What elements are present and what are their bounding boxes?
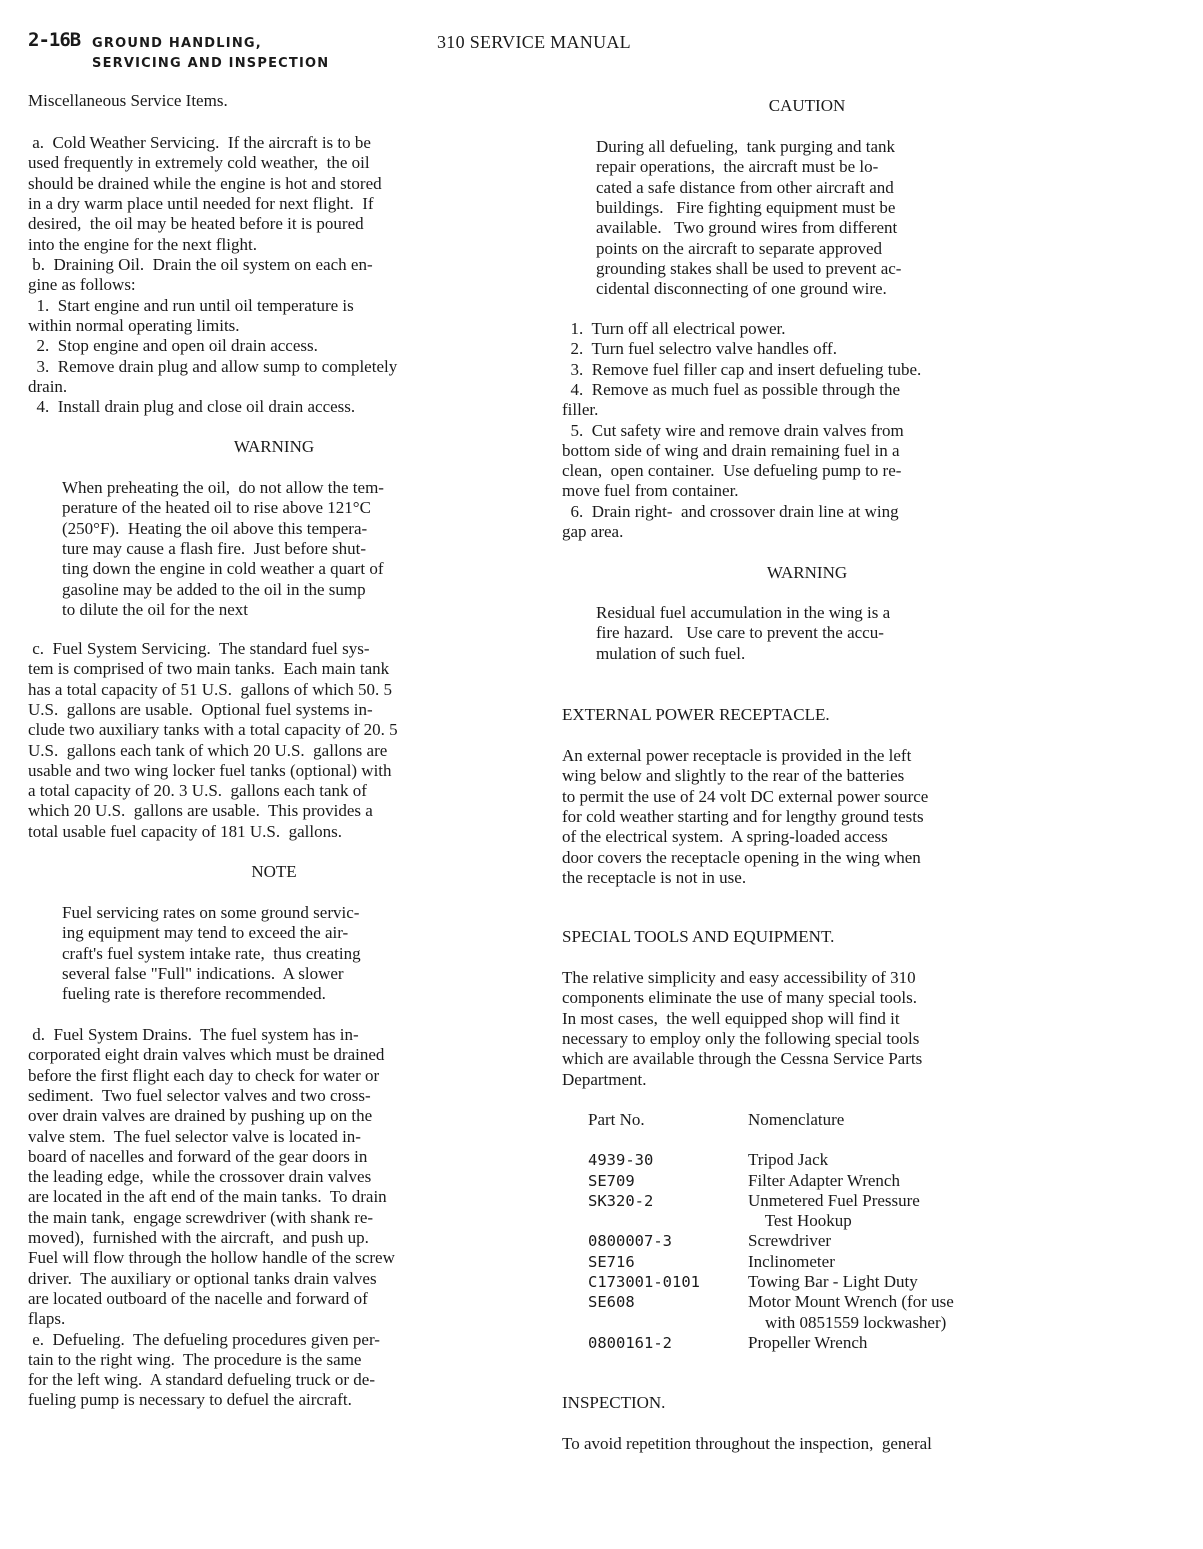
text-line: several false "Full" indications. A slower — [62, 963, 344, 983]
text-line: perature of the heated oil to rise above 121°C — [62, 498, 371, 518]
text-line: fueling rate is therefore recommended. — [62, 984, 326, 1004]
right-warning-heading: WARNING — [766, 563, 848, 582]
note-heading: NOTE — [251, 862, 297, 881]
text-line: c. Fuel System Servicing. The standard fuel sys- — [28, 639, 370, 658]
page-number: 2-16B — [28, 29, 81, 51]
text-line: U.S. gallons each tank of which 20 U.S. gallons are — [28, 740, 388, 760]
section-title-line2: SERVICING AND INSPECTION — [92, 56, 330, 71]
text-line: a total capacity of 20. 3 U.S. gallons each tank of — [28, 781, 367, 801]
section-title-line1: GROUND HANDLING, — [92, 36, 262, 51]
tool-row — [588, 1333, 954, 1353]
text-line: in a dry warm place until needed for next flight. If — [28, 193, 374, 213]
text-line: cated a safe distance from other aircraft and — [596, 177, 894, 197]
tool-nomenclature: Propeller Wrench — [748, 1332, 868, 1352]
text-line: usable and two wing locker fuel tanks (optional) with — [28, 760, 392, 780]
text-line: of the electrical system. A spring-loaded access — [562, 827, 888, 847]
text-line: available. Two ground wires from different — [596, 218, 898, 238]
text-line: An external power receptacle is provided in the left — [562, 746, 912, 765]
text-line: the main tank, engage screwdriver (with shank re- — [28, 1207, 374, 1227]
text-line: gap area. — [562, 522, 624, 541]
tool-part-number: 0800007-3 — [588, 1232, 672, 1251]
text-line: d. Fuel System Drains. The fuel system has in- — [28, 1025, 359, 1044]
text-line: ting down the engine in cold weather a quart of — [62, 559, 384, 579]
tool-nomenclature: Towing Bar - Light Duty — [748, 1272, 918, 1292]
text-line: which 20 U.S. gallons are usable. This provides a — [28, 801, 373, 821]
text-line: craft's fuel system intake rate, thus creating — [62, 943, 361, 963]
text-line: within normal operating limits. — [28, 315, 240, 335]
text-line: which are available through the Cessna Service Parts — [562, 1049, 923, 1069]
text-line: wing below and slightly to the rear of the batteries — [562, 766, 905, 786]
text-line: for the left wing. A standard defueling truck or de- — [28, 1370, 375, 1390]
text-line: 1. Start engine and run until oil temperature is — [28, 295, 354, 315]
text-line: flaps. — [28, 1309, 66, 1329]
left-warning-heading: WARNING — [233, 437, 315, 456]
text-line: Department. — [562, 1069, 647, 1089]
text-line: mulation of such fuel. — [596, 643, 746, 663]
text-line: cidental disconnecting of one ground wire. — [596, 279, 887, 299]
text-line: e. Defueling. The defueling procedures given per- — [28, 1329, 380, 1349]
text-line: total usable fuel capacity of 181 U.S. gallons. — [28, 821, 342, 841]
text-line: driver. The auxiliary or optional tanks drain valves — [28, 1268, 377, 1288]
text-line: the receptacle is not in use. — [562, 867, 747, 887]
col-nomenclature: Nomenclature — [748, 1110, 845, 1129]
text-line: used frequently in extremely cold weather, the oil — [28, 153, 370, 173]
text-line: The relative simplicity and easy accessibility of 310 — [562, 968, 916, 987]
tool-part-number: C173001-0101 — [588, 1273, 700, 1292]
ext-power-heading: EXTERNAL POWER RECEPTACLE. — [562, 705, 830, 724]
tool-row — [588, 1272, 954, 1292]
tool-nomenclature: Unmetered Fuel Pressure Test Hookup — [748, 1190, 920, 1231]
text-line: (250°F). Heating the oil above this tempera- — [62, 518, 368, 538]
text-line: ing equipment may tend to exceed the air- — [62, 923, 349, 943]
text-line: components eliminate the use of many special tools. — [562, 988, 918, 1008]
text-line: necessary to employ only the following special tools — [562, 1028, 920, 1048]
tool-part-number: SE608 — [588, 1293, 635, 1312]
special-tools-heading: SPECIAL TOOLS AND EQUIPMENT. — [562, 927, 835, 946]
text-line: clude two auxiliary tanks with a total capacity of 20. 5 — [28, 720, 398, 740]
manual-title: 310 SERVICE MANUAL — [437, 32, 631, 52]
text-line: U.S. gallons are usable. Optional fuel systems in- — [28, 699, 373, 719]
text-line: to dilute the oil for the next — [62, 599, 249, 619]
text-line: has a total capacity of 51 U.S. gallons of which 50. 5 — [28, 679, 393, 699]
tool-row — [588, 1292, 954, 1333]
text-line: filler. — [562, 400, 599, 420]
text-line: a. Cold Weather Servicing. If the aircraft is to be — [28, 133, 371, 152]
text-line: When preheating the oil, do not allow the tem- — [62, 478, 384, 497]
text-line: 2. Turn fuel selectro valve handles off. — [562, 339, 837, 359]
text-line: move fuel from container. — [562, 481, 739, 501]
caution-heading: CAUTION — [768, 96, 846, 115]
inspection-intro: To avoid repetition throughout the inspection, general — [562, 1434, 932, 1453]
tool-row — [588, 1171, 954, 1191]
text-line: desired, the oil may be heated before it is poured — [28, 214, 364, 234]
tool-part-number: SE716 — [588, 1252, 635, 1271]
tool-part-number: SE709 — [588, 1171, 635, 1190]
text-line: over drain valves are drained by pushing up on the — [28, 1106, 373, 1126]
text-line: Residual fuel accumulation in the wing is a — [596, 603, 891, 622]
text-line: are located in the aft end of the main tanks. To drain — [28, 1187, 387, 1207]
text-line: for cold weather starting and for lengthy ground tests — [562, 806, 924, 826]
tool-row — [588, 1191, 954, 1232]
text-line: 6. Drain right- and crossover drain line at wing — [562, 501, 899, 521]
col-part-number: Part No. — [588, 1110, 645, 1129]
text-line: points on the aircraft to separate approved — [596, 238, 883, 258]
misc-heading: Miscellaneous Service Items. — [28, 91, 228, 110]
text-line: to permit the use of 24 volt DC external power source — [562, 786, 929, 806]
text-line: tain to the right wing. The procedure is the same — [28, 1349, 362, 1369]
tool-part-number: SK320-2 — [588, 1191, 654, 1210]
text-line: clean, open container. Use defueling pump to re- — [562, 461, 902, 481]
tool-row — [588, 1150, 954, 1170]
text-line: 4. Install drain plug and close oil drain access. — [28, 397, 356, 417]
tool-row — [588, 1231, 954, 1251]
text-line: bottom side of wing and drain remaining fuel in a — [562, 440, 900, 460]
tool-nomenclature: Inclinometer — [748, 1251, 835, 1271]
tools-table-header — [588, 1110, 954, 1150]
text-line: sediment. Two fuel selector valves and two cross- — [28, 1085, 371, 1105]
text-line: tem is comprised of two main tanks. Each main tank — [28, 659, 390, 679]
text-line: valve stem. The fuel selector valve is located in- — [28, 1126, 361, 1146]
text-line: Fuel will flow through the hollow handle of the screw — [28, 1248, 395, 1268]
text-line: fueling pump is necessary to defuel the aircraft. — [28, 1390, 352, 1410]
tool-nomenclature: Motor Mount Wrench (for use with 0851559 lockwasher) — [748, 1292, 954, 1332]
text-line: moved), furnished with the aircraft, and push up. — [28, 1228, 369, 1247]
tool-row — [588, 1252, 954, 1272]
text-line: 5. Cut safety wire and remove drain valves from — [562, 420, 904, 440]
text-line: repair operations, the aircraft must be lo- — [596, 157, 879, 177]
text-line: drain. — [28, 376, 68, 396]
tool-nomenclature: Screwdriver — [748, 1231, 832, 1251]
text-line: 4. Remove as much fuel as possible through the — [562, 379, 901, 399]
text-line: are located outboard of the nacelle and forward of — [28, 1288, 368, 1308]
tool-part-number: 0800161-2 — [588, 1333, 672, 1352]
text-line: board of nacelles and forward of the gear doors in — [28, 1146, 368, 1166]
text-line: b. Draining Oil. Drain the oil system on each en- — [28, 255, 373, 274]
text-line: should be drained while the engine is hot and stored — [28, 173, 382, 193]
tool-nomenclature: Filter Adapter Wrench — [748, 1170, 900, 1190]
text-line: ture may cause a flash fire. Just before shut- — [62, 538, 366, 558]
text-line: 3. Remove drain plug and allow sump to completely — [28, 356, 398, 376]
text-line: door covers the receptacle opening in the wing when — [562, 847, 921, 867]
text-line: buildings. Fire fighting equipment must be — [596, 197, 896, 217]
tool-part-number: 4939-30 — [588, 1151, 654, 1170]
text-line: corporated eight drain valves which must be drained — [28, 1045, 385, 1065]
text-line: gasoline may be added to the oil in the sump — [62, 579, 366, 599]
text-line: During all defueling, tank purging and tank — [596, 137, 896, 156]
text-line: gine as follows: — [28, 275, 136, 295]
text-line: 2. Stop engine and open oil drain access. — [28, 336, 318, 356]
text-line: In most cases, the well equipped shop will find it — [562, 1008, 900, 1028]
section-title — [92, 34, 329, 74]
text-line: fire hazard. Use care to prevent the accu- — [596, 623, 884, 643]
text-line: Fuel servicing rates on some ground servic- — [62, 903, 360, 922]
tool-nomenclature: Tripod Jack — [748, 1150, 829, 1170]
text-line: the leading edge, while the crossover drain valves — [28, 1167, 372, 1187]
text-line: grounding stakes shall be used to prevent ac- — [596, 258, 902, 278]
text-line: into the engine for the next flight. — [28, 234, 257, 254]
text-line: 3. Remove fuel filler cap and insert defueling tube. — [562, 359, 922, 379]
inspection-heading: INSPECTION. — [562, 1393, 666, 1412]
text-line: 1. Turn off all electrical power. — [562, 319, 786, 338]
special-tools-table — [588, 1110, 954, 1353]
text-line: before the first flight each day to check for water or — [28, 1065, 380, 1085]
